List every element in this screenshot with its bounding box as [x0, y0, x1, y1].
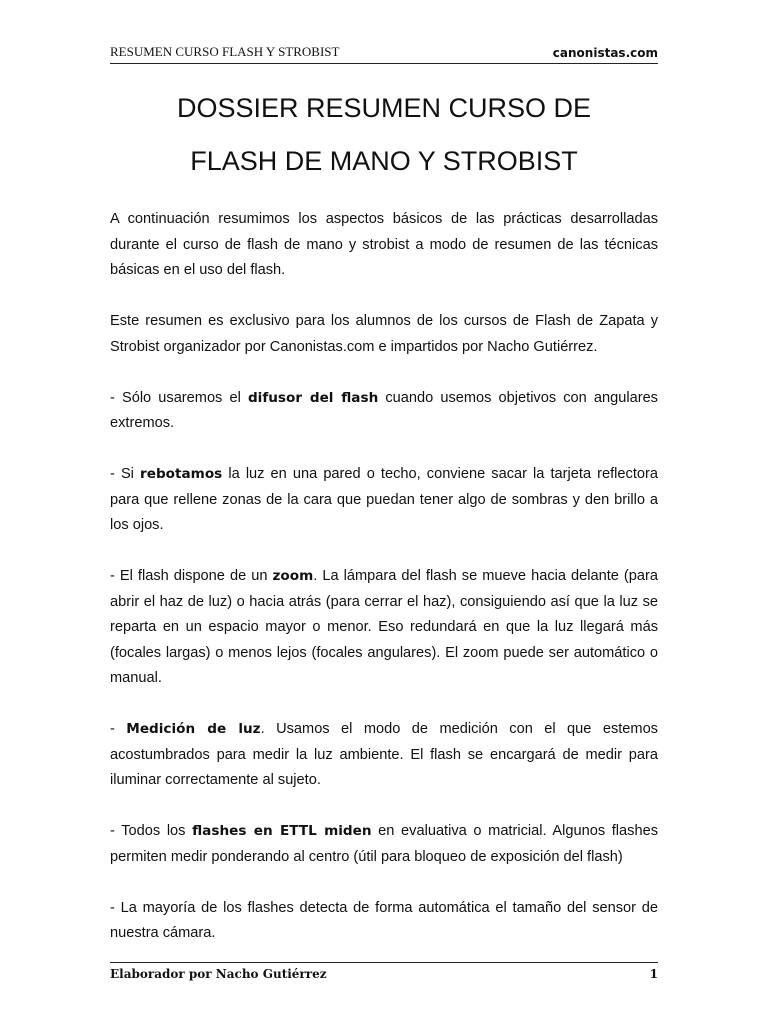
text: - El flash dispone de un: [110, 568, 273, 584]
bold-term: flashes en ETTL miden: [192, 823, 372, 839]
paragraph-ettl: [110, 819, 658, 870]
text: . La lámpara del flash se mueve hacia delante (para abrir el haz de luz) o hacia atrás (para cerrar el haz), consiguiendo así que la luz se reparta en un espacio mayor o menor. Eso redundará en que la luz llegará más (focales largas) o menos lejos (focales angulares). El zoom puede ser automático o manual.: [110, 568, 658, 686]
paragraph-sensor: - La mayoría de los flashes detecta de forma automática el tamaño del sensor de nuestra cámara.: [110, 899, 658, 941]
paragraph-intro: A continuación resumimos los aspectos básicos de las prácticas desarrolladas durante el curso de flash de mano y strobist a modo de resumen de las técnicas básicas en el uso del flash.: [110, 211, 658, 278]
text: cuando usemos objetivos con angulares extremos.: [110, 389, 658, 431]
text: la luz en una pared o techo, conviene sacar la tarjeta reflectora para que rellene zonas de la cara que puedan tener algo de sombras y den brillo a los ojos.: [110, 466, 658, 533]
text: - Si: [110, 466, 141, 482]
page-header: [110, 44, 658, 64]
text: -: [110, 721, 127, 737]
title-line-2: FLASH DE MANO Y STROBIST: [190, 146, 578, 176]
text: - Todos los: [110, 823, 193, 839]
paragraph-bounce: [110, 462, 658, 539]
page-footer: [110, 962, 658, 981]
text: en evaluativa o matricial. Algunos flashes permiten medir ponderando al centro (útil para bloqueo de exposición del flash): [110, 823, 658, 865]
bold-term: difusor del flash: [247, 389, 379, 406]
text: . Usamos el modo de medición con el que estemos acostumbrados para medir la luz ambiente. El flash se encargará de medir para iluminar correctamente al sujeto.: [110, 721, 658, 788]
paragraph-zoom: [110, 564, 658, 692]
bold-term: Medición de luz: [126, 721, 261, 737]
paragraph-diffuser: [110, 386, 658, 437]
title-line-1: DOSSIER RESUMEN CURSO DE: [176, 93, 592, 123]
bold-term: zoom: [272, 568, 314, 584]
header-site: canonistas.com: [552, 46, 658, 60]
paragraph-exclusive: Este resumen es exclusivo para los alumnos de los cursos de Flash de Zapata y Strobist organizador por Canonistas.com e impartidos por Nacho Gutiérrez.: [110, 313, 658, 355]
footer-author: Elaborador por Nacho Gutiérrez: [110, 967, 327, 981]
paragraph-metering: [110, 717, 658, 794]
page-number: 1: [649, 967, 658, 981]
document-title: [110, 82, 658, 188]
header-title: RESUMEN CURSO FLASH Y STROBIST: [110, 44, 340, 59]
bold-term: rebotamos: [140, 466, 223, 482]
document-body: [110, 207, 658, 972]
text: - Sólo usaremos el: [110, 389, 248, 406]
